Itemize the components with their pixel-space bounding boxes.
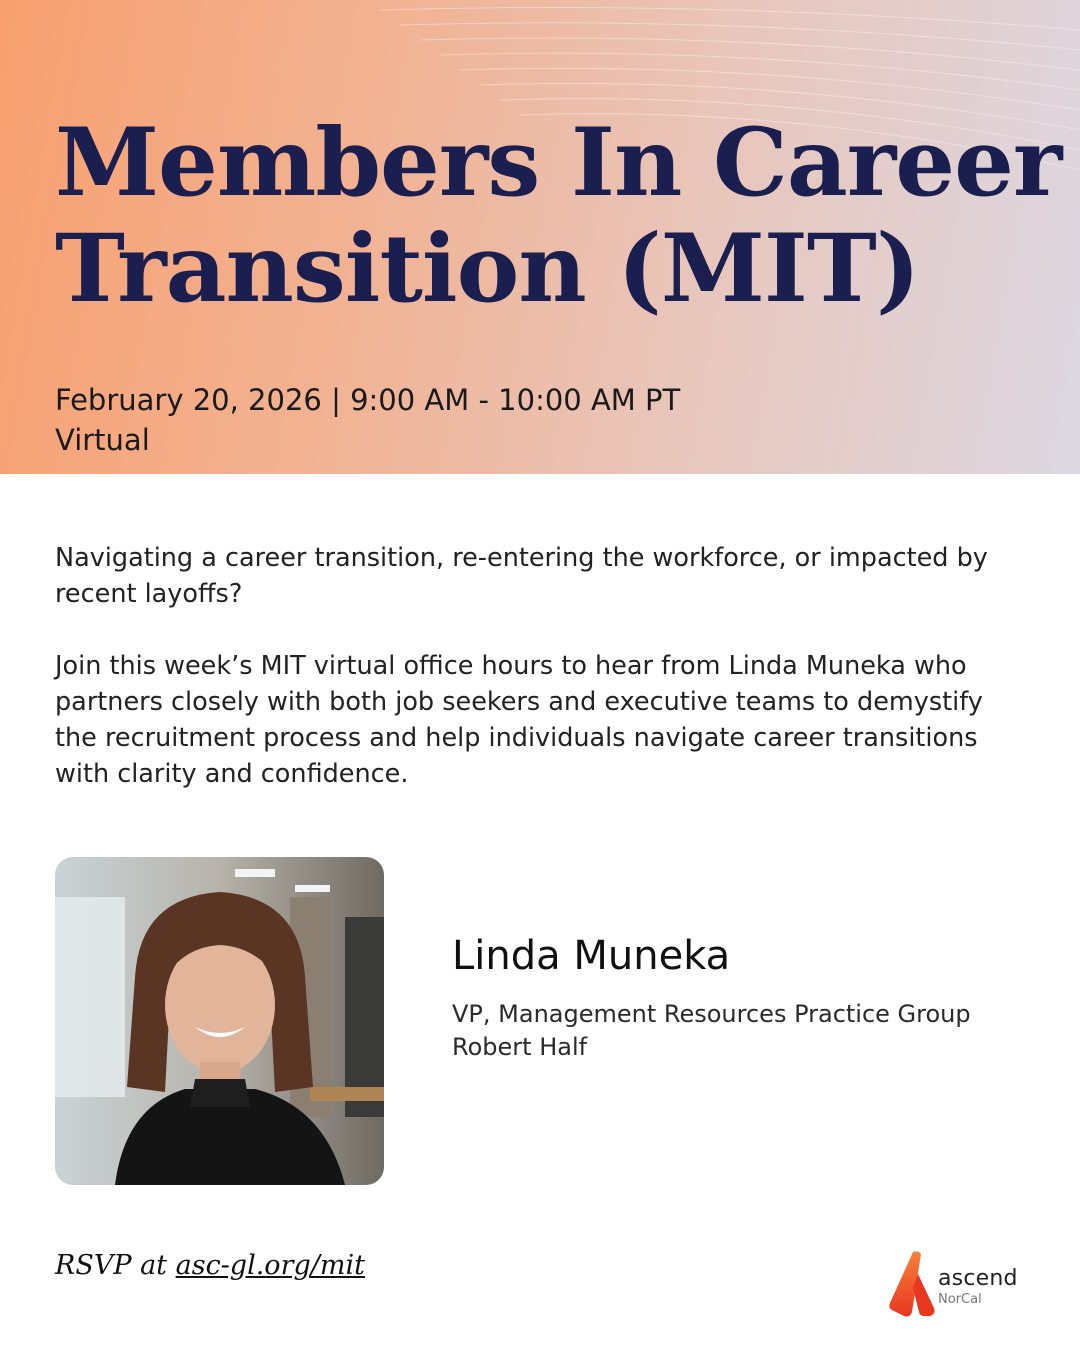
speaker-company: Robert Half [452,1033,588,1061]
speaker-title: VP, Management Resources Practice Group [452,1000,971,1028]
event-details [55,380,680,460]
speaker-info [452,998,971,1064]
page-title [55,108,1062,324]
speaker-photo [55,857,384,1185]
event-date-time: February 20, 2026 | 9:00 AM - 10:00 AM PT [55,383,681,417]
rsvp-prefix: RSVP at [55,1250,176,1281]
rsvp-link[interactable]: asc-gl.org/mit [175,1250,365,1281]
description-paragraph-2: Join this week’s MIT virtual office hours to hear from Linda Muneka who partners closely with both job seekers and executive teams to demystify the recruitment process and help individuals navigate career transitions with clarity and confidence. [55,651,983,789]
description-paragraph-1: Navigating a career transition, re-entering the workforce, or impacted by recent layoffs? [55,543,988,609]
title-line-2: Transition (MIT) [55,214,920,324]
header-banner [0,0,1080,474]
rsvp-line [55,1250,365,1281]
speaker-portrait-icon [55,857,384,1185]
speaker-name: Linda Muneka [452,933,731,979]
ascend-logo-icon [888,1248,938,1318]
event-location: Virtual [55,423,150,457]
logo-word: ascend [938,1266,1018,1291]
event-description [55,540,995,828]
logo-subtext: NorCal [938,1292,982,1307]
title-line-1: Members In Career [55,108,1062,218]
ascend-logo [888,1248,1028,1318]
